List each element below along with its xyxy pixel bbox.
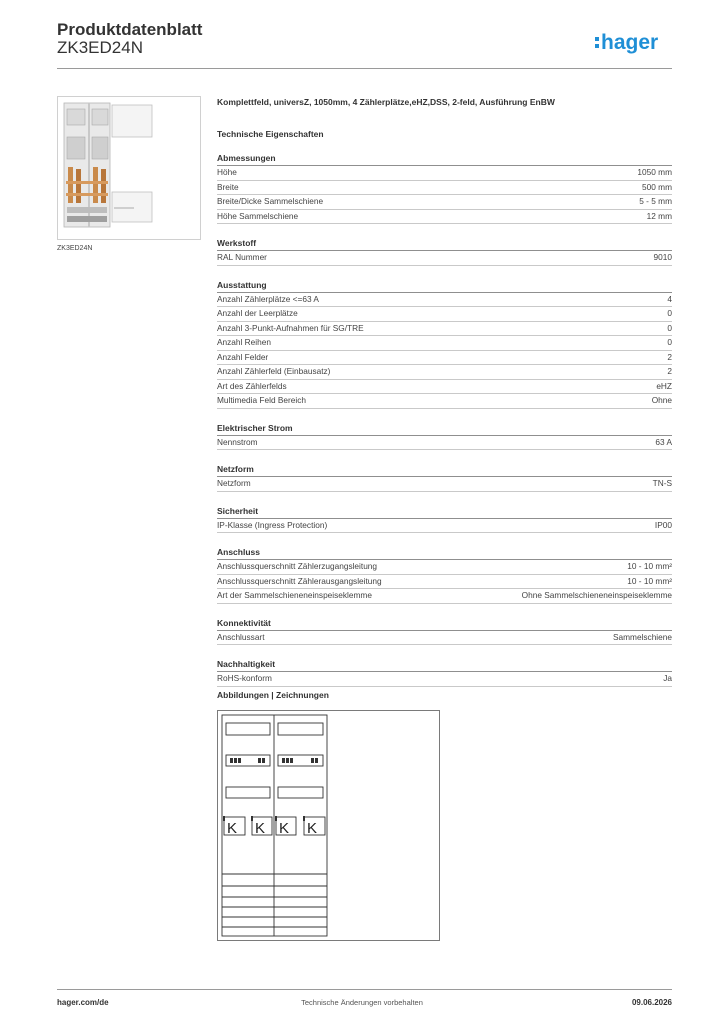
image-caption: ZK3ED24N bbox=[57, 245, 93, 252]
property-label: RoHS-konform bbox=[217, 673, 272, 683]
property-value: 0 bbox=[667, 322, 672, 333]
svg-text:hager: hager bbox=[601, 31, 659, 54]
property-section bbox=[217, 464, 672, 492]
property-section bbox=[217, 547, 672, 604]
property-row bbox=[217, 251, 672, 266]
property-row bbox=[217, 560, 672, 575]
property-row bbox=[217, 575, 672, 590]
property-label: Anzahl der Leerplätze bbox=[217, 308, 298, 318]
property-label: Anzahl Zählerplätze <=63 A bbox=[217, 293, 319, 304]
property-value: 10 - 10 mm² bbox=[627, 575, 672, 586]
property-row bbox=[217, 351, 672, 366]
property-row bbox=[217, 477, 672, 492]
drawings-heading: Abbildungen | Zeichnungen bbox=[217, 690, 329, 700]
property-label: IP-Klasse (Ingress Protection) bbox=[217, 519, 328, 530]
property-row bbox=[217, 365, 672, 380]
product-description: Komplettfeld, universZ, 1050mm, 4 Zählerplätze,eHZ,DSS, 2-feld, Ausführung EnBW bbox=[217, 97, 555, 107]
section-title: Netzform bbox=[217, 464, 672, 477]
page-title: Produktdatenblatt bbox=[57, 20, 203, 39]
property-row bbox=[217, 436, 672, 451]
property-section bbox=[217, 618, 672, 646]
property-label: RAL Nummer bbox=[217, 252, 267, 262]
property-label: Nennstrom bbox=[217, 436, 258, 447]
property-label: Höhe bbox=[217, 167, 237, 177]
property-value: 5 - 5 mm bbox=[639, 196, 672, 206]
property-value: 0 bbox=[667, 308, 672, 318]
property-label: Anzahl Zählerfeld (Einbausatz) bbox=[217, 366, 331, 376]
property-section bbox=[217, 423, 672, 451]
property-label: Höhe Sammelschiene bbox=[217, 210, 299, 221]
property-label: Anzahl Felder bbox=[217, 351, 269, 362]
property-row bbox=[217, 380, 672, 395]
property-row bbox=[217, 336, 672, 351]
property-row bbox=[217, 181, 672, 196]
section-title: Elektrischer Strom bbox=[217, 423, 672, 436]
property-label: Anschlussquerschnitt Zählerzugangsleitung bbox=[217, 561, 378, 571]
property-label: Anschlussart bbox=[217, 631, 265, 642]
property-label: Breite bbox=[217, 181, 239, 192]
property-value: eHZ bbox=[656, 380, 672, 391]
property-row bbox=[217, 322, 672, 337]
property-value: Ohne bbox=[651, 395, 672, 405]
property-row bbox=[217, 519, 672, 534]
property-value: 500 mm bbox=[642, 181, 672, 192]
meter-label: K bbox=[279, 820, 290, 837]
property-value: 1050 mm bbox=[637, 167, 672, 177]
property-value: Sammelschiene bbox=[612, 631, 672, 642]
property-section bbox=[217, 280, 672, 409]
property-row bbox=[217, 210, 672, 225]
hager-logo bbox=[594, 27, 674, 57]
property-label: Breite/Dicke Sammelschiene bbox=[217, 196, 324, 206]
product-photo-illustration bbox=[58, 97, 200, 239]
property-value: 12 mm bbox=[646, 210, 672, 221]
property-row bbox=[217, 631, 672, 646]
property-value: 2 bbox=[667, 351, 672, 362]
property-value: TN-S bbox=[652, 478, 672, 488]
property-label: Art der Sammelschieneneinspeiseklemme bbox=[217, 590, 372, 600]
property-label: Anzahl Reihen bbox=[217, 337, 271, 347]
property-row bbox=[217, 394, 672, 409]
property-value: 10 - 10 mm² bbox=[627, 561, 672, 571]
product-code: ZK3ED24N bbox=[57, 38, 143, 57]
property-value: 4 bbox=[667, 293, 672, 304]
property-label: Anzahl 3-Punkt-Aufnahmen für SG/TRE bbox=[217, 322, 364, 333]
property-row bbox=[217, 672, 672, 687]
header-divider bbox=[57, 68, 672, 69]
property-row bbox=[217, 166, 672, 181]
property-label: Art des Zählerfelds bbox=[217, 380, 287, 391]
meter-label: K bbox=[307, 820, 318, 837]
section-title: Anschluss bbox=[217, 547, 672, 560]
product-image bbox=[57, 96, 201, 240]
section-title: Ausstattung bbox=[217, 280, 672, 293]
property-row bbox=[217, 195, 672, 210]
property-value: 9010 bbox=[653, 252, 672, 262]
property-row bbox=[217, 293, 672, 308]
property-value: 0 bbox=[667, 337, 672, 347]
section-title: Konnektivität bbox=[217, 618, 672, 631]
property-sections bbox=[217, 153, 672, 687]
footer-divider bbox=[57, 989, 672, 990]
property-value: 63 A bbox=[655, 436, 672, 447]
property-label: Netzform bbox=[217, 478, 251, 488]
property-section bbox=[217, 153, 672, 224]
section-title: Nachhaltigkeit bbox=[217, 659, 672, 672]
technical-properties-heading: Technische Eigenschaften bbox=[217, 129, 324, 139]
section-title: Abmessungen bbox=[217, 153, 672, 166]
property-row bbox=[217, 589, 672, 604]
section-title: Werkstoff bbox=[217, 238, 672, 251]
property-value: IP00 bbox=[654, 519, 672, 530]
meter-label: K bbox=[255, 820, 266, 837]
property-label: Multimedia Feld Bereich bbox=[217, 395, 306, 405]
product-details bbox=[217, 96, 672, 687]
meter-cabinet-schematic bbox=[218, 711, 439, 940]
property-section bbox=[217, 506, 672, 534]
footer-website[interactable]: hager.com/de bbox=[57, 998, 109, 1007]
property-row bbox=[217, 307, 672, 322]
section-title: Sicherheit bbox=[217, 506, 672, 519]
footer-disclaimer: Technische Änderungen vorbehalten bbox=[301, 998, 423, 1007]
property-value: Ohne Sammelschieneneinspeiseklemme bbox=[521, 590, 672, 600]
technical-drawing bbox=[217, 710, 440, 941]
property-section bbox=[217, 238, 672, 266]
property-label: Anschlussquerschnitt Zählerausgangsleitung bbox=[217, 575, 382, 586]
footer-date: 09.06.2026 bbox=[631, 998, 672, 1007]
property-value: Ja bbox=[663, 673, 672, 683]
meter-label: K bbox=[227, 820, 238, 837]
property-value: 2 bbox=[667, 366, 672, 376]
property-section bbox=[217, 659, 672, 687]
